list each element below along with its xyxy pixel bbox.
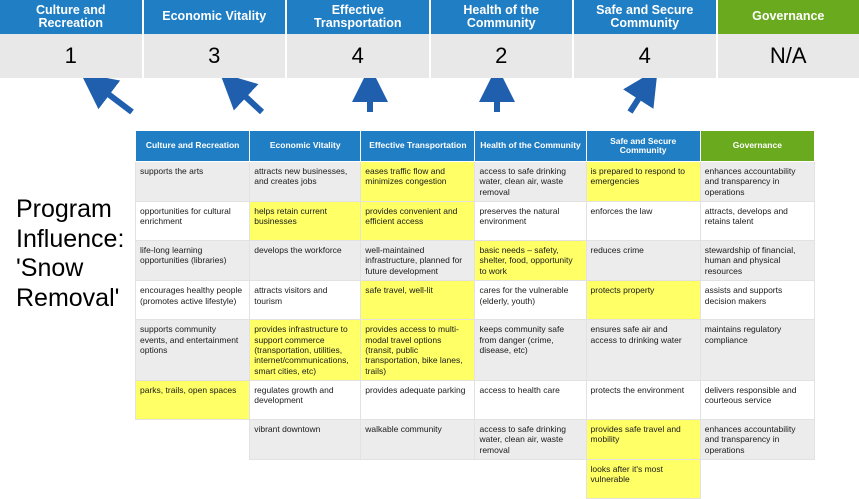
matrix-cell: enhances accountability and transparency in operations (700, 162, 814, 202)
scorecard-header-effective-transportation: Effective Transportation (287, 0, 431, 34)
matrix-body (136, 162, 815, 499)
matrix-cell: access to safe drinking water, clean air, waste removal (475, 162, 586, 202)
matrix-cell: eases traffic flow and minimizes congestion (361, 162, 475, 202)
matrix-cell: enhances accountability and transparency in operations (700, 419, 814, 459)
matrix-cell: basic needs – safety, shelter, food, opportunity to work (475, 241, 586, 281)
matrix-cell: cares for the vulnerable (elderly, youth) (475, 281, 586, 320)
matrix-cell: attracts visitors and tourism (250, 281, 361, 320)
table-row (136, 202, 815, 241)
scorecard-header-culture-and-recreation: Culture and Recreation (0, 0, 144, 34)
matrix-cell: helps retain current businesses (250, 202, 361, 241)
scorecard-score-row (0, 34, 859, 78)
matrix-cell: looks after it's most vulnerable (586, 460, 700, 499)
matrix-cell (250, 460, 361, 499)
matrix-cell: enforces the law (586, 202, 700, 241)
matrix-cell: access to health care (475, 380, 586, 419)
score-health-of-the-community: 2 (431, 34, 575, 78)
caption-line-3: 'Snow (16, 254, 136, 284)
table-row (136, 460, 815, 499)
table-row (136, 281, 815, 320)
matrix-header-economic-vitality: Economic Vitality (250, 131, 361, 162)
score-economic-vitality: 3 (144, 34, 288, 78)
arrow-group (0, 78, 859, 130)
influence-matrix (135, 130, 815, 499)
matrix-cell: life-long learning opportunities (libraries) (136, 241, 250, 281)
matrix-cell: reduces crime (586, 241, 700, 281)
score-governance: N/A (718, 34, 859, 78)
matrix-cell (700, 460, 814, 499)
matrix-header-safe-and-secure-community: Safe and Secure Community (586, 131, 700, 162)
matrix-cell: provides safe travel and mobility (586, 419, 700, 459)
scorecard-header-band (0, 0, 859, 78)
matrix-cell: provides infrastructure to support commerce (transportation, utilities, internet/communications, smart cities, etc) (250, 320, 361, 381)
matrix-cell: provides convenient and efficient access (361, 202, 475, 241)
matrix-cell: well-maintained infrastructure, planned for future development (361, 241, 475, 281)
matrix-header-row (136, 131, 815, 162)
matrix-cell: access to safe drinking water, clean air, waste removal (475, 419, 586, 459)
table-row (136, 320, 815, 381)
scorecard-header-row (0, 0, 859, 34)
matrix-header-governance: Governance (700, 131, 814, 162)
matrix-cell (361, 460, 475, 499)
matrix-cell: supports the arts (136, 162, 250, 202)
matrix-cell: delivers responsible and courteous service (700, 380, 814, 419)
caption-line-1: Program (16, 195, 136, 225)
matrix-header-health-of-the-community: Health of the Community (475, 131, 586, 162)
page-title (16, 195, 136, 313)
matrix-cell: opportunities for cultural enrichment (136, 202, 250, 241)
matrix-cell (136, 460, 250, 499)
matrix-cell: keeps community safe from danger (crime, disease, etc) (475, 320, 586, 381)
matrix-header-culture-and-recreation: Culture and Recreation (136, 131, 250, 162)
matrix-cell: walkable community (361, 419, 475, 459)
matrix-cell: develops the workforce (250, 241, 361, 281)
matrix-cell: maintains regulatory compliance (700, 320, 814, 381)
score-culture-and-recreation: 1 (0, 34, 144, 78)
scorecard-header-economic-vitality: Economic Vitality (144, 0, 288, 34)
matrix-cell: protects the environment (586, 380, 700, 419)
matrix-cell: vibrant downtown (250, 419, 361, 459)
table-row (136, 419, 815, 459)
matrix-cell: preserves the natural environment (475, 202, 586, 241)
score-effective-transportation: 4 (287, 34, 431, 78)
table-row (136, 380, 815, 419)
table-row (136, 241, 815, 281)
matrix-cell: assists and supports decision makers (700, 281, 814, 320)
caption-line-2: Influence: (16, 225, 136, 255)
matrix-cell (475, 460, 586, 499)
table-row (136, 162, 815, 202)
matrix-cell: provides access to multi-modal travel options (transit, public transportation, bike lanes, trails) (361, 320, 475, 381)
scorecard-header-governance: Governance (718, 0, 859, 34)
matrix-cell: regulates growth and development (250, 380, 361, 419)
scorecard-header-health-of-the-community: Health of the Community (431, 0, 575, 34)
matrix-cell (136, 419, 250, 459)
matrix-cell: provides adequate parking (361, 380, 475, 419)
matrix-cell: protects property (586, 281, 700, 320)
matrix-cell: encourages healthy people (promotes active lifestyle) (136, 281, 250, 320)
scorecard-header-safe-and-secure-community: Safe and Secure Community (574, 0, 718, 34)
upward-arrow-economic-vitality (233, 85, 262, 112)
matrix-cell: attracts new businesses, and creates jobs (250, 162, 361, 202)
matrix-cell: parks, trails, open spaces (136, 380, 250, 419)
matrix-cell: is prepared to respond to emergencies (586, 162, 700, 202)
upward-arrow-safe-and-secure-community (630, 84, 648, 112)
matrix-cell: attracts, develops and retains talent (700, 202, 814, 241)
matrix-cell: supports community events, and entertainment options (136, 320, 250, 381)
matrix-header-effective-transportation: Effective Transportation (361, 131, 475, 162)
matrix-cell: ensures safe air and access to drinking water (586, 320, 700, 381)
upward-arrow-culture-and-recreation (95, 84, 132, 112)
matrix-cell: stewardship of financial, human and physical resources (700, 241, 814, 281)
score-safe-and-secure-community: 4 (574, 34, 718, 78)
caption-line-4: Removal' (16, 284, 136, 314)
matrix-cell: safe travel, well-lit (361, 281, 475, 320)
